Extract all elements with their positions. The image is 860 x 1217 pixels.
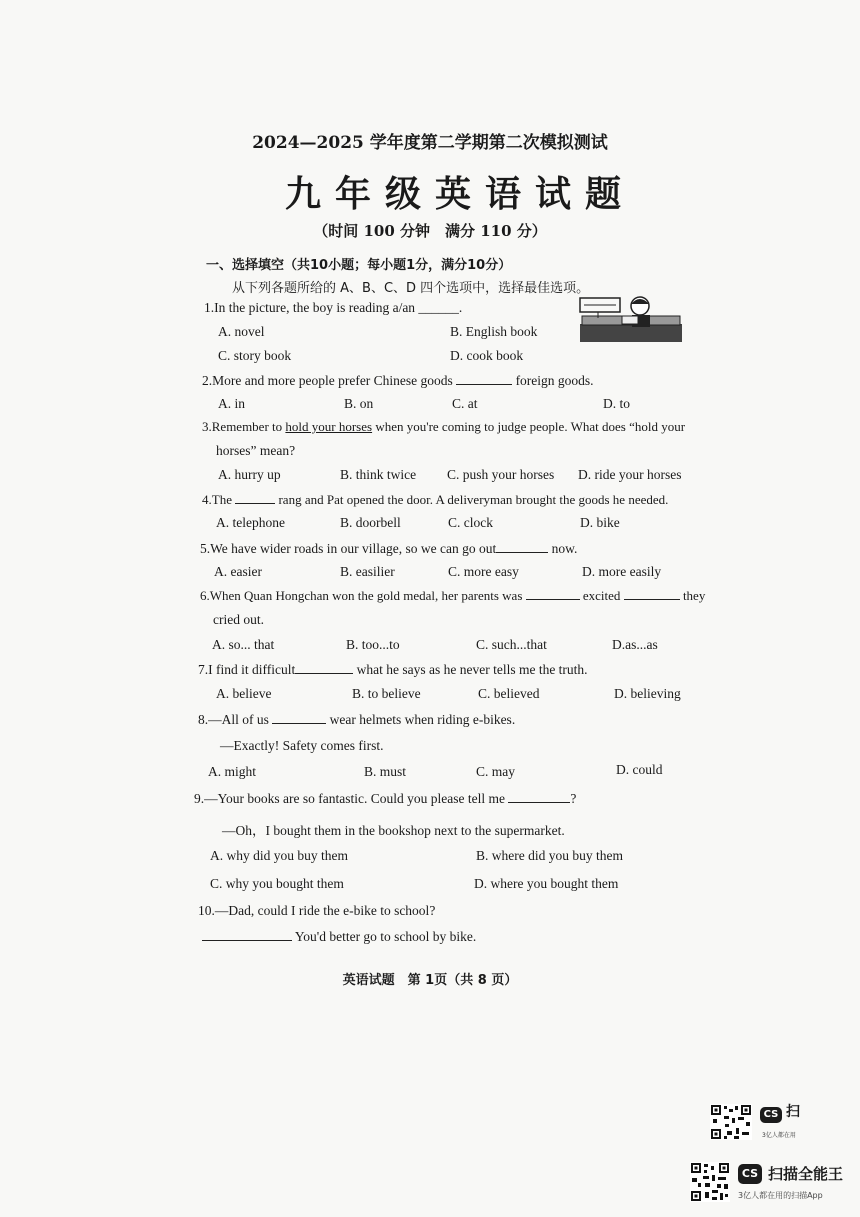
page-footer: 英语试题 第 1页（共 8 页） <box>342 973 518 988</box>
question-6-option-b: B. too...to <box>346 637 400 652</box>
question-10-reply <box>202 928 476 945</box>
question-6-stem-part-a: 6.When Quan Hongchan won the gold medal, her parents was <box>200 588 523 603</box>
scanner-tagline-small: 3亿人都在用 <box>762 1132 796 1139</box>
question-5-option-a: A. easier <box>214 564 262 579</box>
question-3-option-b: B. think twice <box>340 467 417 482</box>
question-7-stem <box>198 661 588 678</box>
question-8-option-b: B. must <box>364 764 407 779</box>
question-8-option-a: A. might <box>208 764 257 779</box>
question-9-option-b: B. where did you buy them <box>476 848 623 863</box>
question-2-option-b: B. on <box>344 396 374 411</box>
question-8-stem-part-b: wear helmets when riding e-bikes. <box>329 712 516 727</box>
boy-reading-picture <box>578 294 684 344</box>
question-3-stem-part-a: 3.Remember to <box>202 419 283 434</box>
scanner-watermark-small <box>760 1104 800 1123</box>
question-3-option-c: C. push your horses <box>447 467 555 482</box>
answer-blank <box>202 928 292 941</box>
question-6-stem <box>200 587 705 604</box>
question-9-stem <box>194 790 576 807</box>
question-4-stem-part-b: rang and Pat opened the door. A deliveryman brought the goods he needed. <box>278 492 669 507</box>
scanner-brand: 扫描全能王 <box>768 1165 844 1183</box>
exam-subtitle: 2024—2025 学年度第二学期第二次模拟测试 <box>252 133 608 153</box>
question-8-option-d: D. could <box>616 762 663 777</box>
question-1-option-b: B. English book <box>450 324 538 339</box>
question-4-option-b: B. doorbell <box>340 515 401 530</box>
answer-blank <box>526 587 580 600</box>
exam-time-note: （时间 100 分钟 满分 110 分） <box>313 222 547 240</box>
question-8-stem <box>198 711 515 728</box>
question-9-option-a: A. why did you buy them <box>210 848 348 863</box>
question-3-stem-part-b: when you're coming to judge people. What does “hold your <box>375 419 686 434</box>
question-1-option-c: C. story book <box>218 348 292 363</box>
question-6-stem-part-b: excited <box>582 588 621 603</box>
question-1-option-d: D. cook book <box>450 348 524 363</box>
camscanner-logo-small: CS <box>760 1107 782 1123</box>
question-10-reply-text: You'd better go to school by bike. <box>294 929 477 944</box>
question-4-option-a: A. telephone <box>216 515 285 530</box>
scanner-brand-small: 扫 <box>786 1104 800 1120</box>
question-5-option-c: C. more easy <box>448 564 519 579</box>
question-7-option-b: B. to believe <box>352 686 421 701</box>
question-7-option-a: A. believe <box>216 686 272 701</box>
question-9-option-c: C. why you bought them <box>210 876 344 891</box>
question-8-reply: —Exactly! Safety comes first. <box>220 738 384 753</box>
question-5-option-d: D. more easily <box>582 564 662 579</box>
answer-blank <box>624 587 680 600</box>
question-4-option-d: D. bike <box>580 515 620 530</box>
question-5-stem-part-b: now. <box>551 541 578 556</box>
qr-code-small <box>710 1104 752 1140</box>
question-3-stem <box>202 419 685 435</box>
question-4-stem-part-a: 4.The <box>202 492 232 507</box>
question-8-stem-part-a: 8.—All of us <box>198 712 269 727</box>
question-5-stem-part-a: 5.We have wider roads in our village, so we can go out <box>200 541 497 556</box>
question-6-stem-continued: cried out. <box>213 612 264 627</box>
question-9-stem-part-a: 9.—Your books are so fantastic. Could you please tell me <box>194 791 505 806</box>
answer-blank <box>272 711 326 724</box>
question-3-underlined-phrase: hold your horses <box>285 419 373 434</box>
question-1-option-a: A. novel <box>218 324 265 339</box>
question-9-stem-part-b: ? <box>570 791 577 806</box>
question-4-option-c: C. clock <box>448 515 493 530</box>
question-9-reply: —Oh，I bought them in the bookshop next to the supermarket. <box>222 823 565 838</box>
qr-code <box>690 1162 730 1202</box>
answer-blank <box>456 372 512 385</box>
exam-title: 九年级英语试题 <box>284 174 635 215</box>
scanner-watermark <box>738 1164 843 1184</box>
scanner-tagline: 3亿人都在用的扫描App <box>738 1191 823 1200</box>
question-10-stem: 10.—Dad, could I ride the e-bike to school? <box>198 903 436 918</box>
question-5-option-b: B. easilier <box>340 564 395 579</box>
question-6-stem-part-c: they <box>682 588 706 603</box>
question-2-option-d: D. to <box>603 396 630 411</box>
section-heading: 一、选择填空（共10小题；每小题1分，满分10分） <box>206 258 512 273</box>
question-4-stem <box>202 491 668 508</box>
question-6-option-a: A. so... that <box>212 637 275 652</box>
question-2-stem-part-b: foreign goods. <box>515 373 594 388</box>
answer-blank <box>508 790 570 803</box>
question-5-stem <box>200 540 577 557</box>
question-3-option-a: A. hurry up <box>218 467 281 482</box>
question-2-stem-part-a: 2.More and more people prefer Chinese goods <box>202 373 453 388</box>
answer-blank <box>496 540 548 553</box>
question-8-option-c: C. may <box>476 764 515 779</box>
question-2-stem <box>202 372 594 389</box>
question-7-option-c: C. believed <box>478 686 540 701</box>
answer-blank <box>295 661 353 674</box>
question-6-option-d: D.as...as <box>612 637 658 652</box>
question-7-option-d: D. believing <box>614 686 681 701</box>
question-2-option-a: A. in <box>218 396 245 411</box>
answer-blank <box>235 491 275 504</box>
question-6-option-c: C. such...that <box>476 637 547 652</box>
question-9-option-d: D. where you bought them <box>474 876 619 891</box>
section-instruction: 从下列各题所给的 A、B、C、D 四个选项中，选择最佳选项。 <box>232 281 590 296</box>
question-7-stem-part-a: 7.I find it difficult <box>198 662 296 677</box>
question-7-stem-part-b: what he says as he never tells me the truth. <box>356 662 588 677</box>
question-3-stem-continued: horses” mean? <box>216 443 296 458</box>
question-2-option-c: C. at <box>452 396 478 411</box>
question-1-stem: 1.In the picture, the boy is reading a/an ______. <box>204 300 463 315</box>
question-3-option-d: D. ride your horses <box>578 467 682 482</box>
camscanner-logo: CS <box>738 1164 762 1184</box>
